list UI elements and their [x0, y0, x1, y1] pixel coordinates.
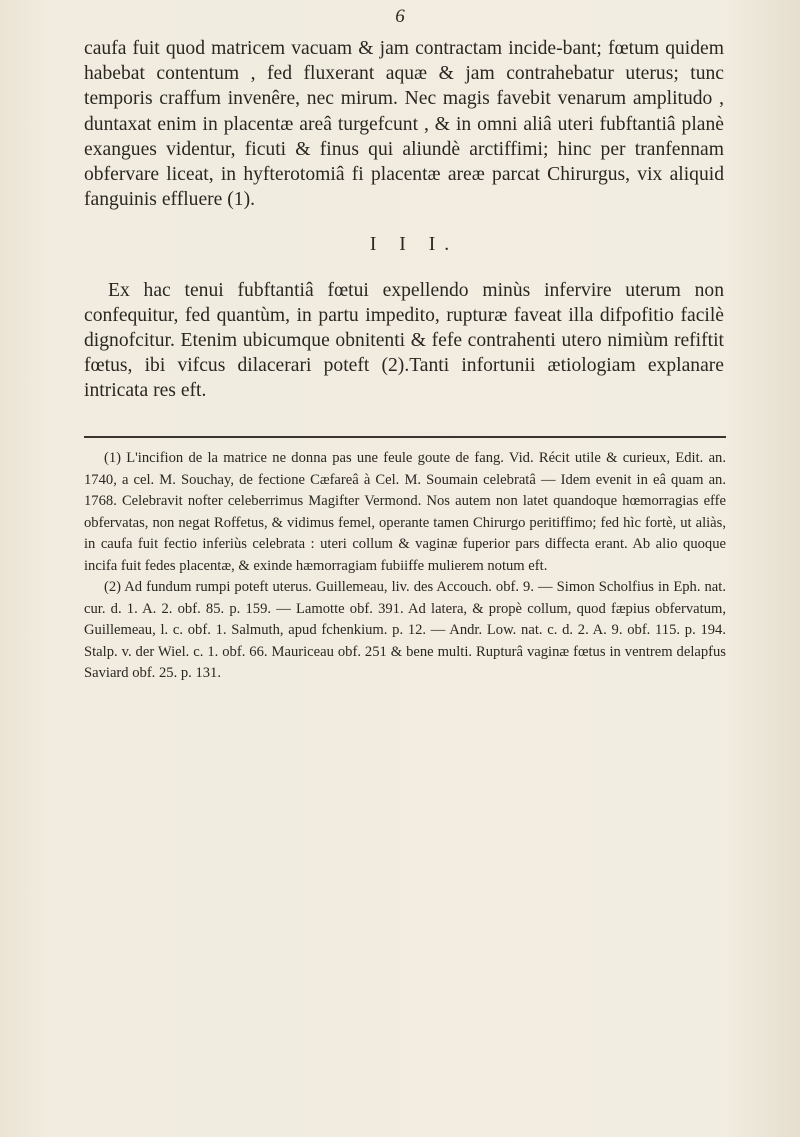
footnote-2: (2) Ad fundum rumpi poteft uterus. Guillemeau, liv. des Accouch. obf. 9. — Simon Scholfius in Eph. nat. cur. d. 1. A. 2. obf. 85. p. 159. — Lamotte obf. 391. Ad latera, & propè collum, quod fæpius obfervatum, Guillemeau, l. c. obf. 1. Salmuth, apud fchenkium. p. 12. — Andr. Low. nat. c. d. 2. A. 9. obf. 115. p. 194. Stalp. v. der Wiel. c. 1. obf. 66. Mauriceau obf. 251 & bene multi. Rupturâ vaginæ fœtus in ventrem delapfus Saviard obf. 25. p. 131.: [84, 579, 726, 681]
page-number: 6: [395, 6, 405, 27]
paragraph-1: caufa fuit quod matricem vacuam & jam contractam incide-bant; fœtum quidem habebat contentum , fed fluxerant aquæ & jam contrahebatur uterus; tunc temporis craffum invenêre, nec mirum. Nec magis favebit venarum amplitudo , duntaxat enim in placentæ areâ turgefcunt , & in omni aliâ uteri fubftantiâ planè exangues videntur, ficuti & finus qui aliundè arctiffimi; hinc per tranfennam obfervare liceat, in hyfterotomiâ fi placentæ areæ parcat Chirurgus, vix aliquid fanguinis effluere (1).: [84, 38, 724, 211]
section-number: I I I.: [369, 234, 459, 256]
footnote-1: (1) L'incifion de la matrice ne donna pas une feule goute de fang. Vid. Récit utile & curieux, Edit. an. 1740, a cel. M. Souchay, de fectione Cæfareâ à Cel. M. Soumain celebratâ — Idem evenit in eâ quam an. 1768. Celebravit nofter celeberrimus Magifter Vermond. Nos autem non latet quandoque hœmorragias effe obfervatas, non negat Roffetus, & vidimus femel, operante tamen Chirurgo peritiffimo; fed hìc fortè, ut aliàs, in caufa fuit fectio inferiùs celebrata : uteri collum & vaginæ fuperior pars diffecta erant. Ab alio quoque incifa fuit fedes placentæ, & exinde hæmorragiam fubiiffe mulierem notum eft.: [84, 450, 726, 574]
footnote-divider: [84, 436, 726, 438]
paragraph-2: Ex hac tenui fubftantiâ fœtui expellendo minùs infervire uterum non confequitur, fed quantùm, in partu impedito, rupturæ faveat illa difpofitio facilè dignofcitur. Etenim ubicumque obnitenti & fefe contrahenti utero nimiùm refiftit fœtus, ibi vifcus dilacerari poteft (2).Tanti infortunii ætiologiam explanare intricata res eft.: [84, 279, 724, 402]
footnotes: [84, 448, 726, 685]
main-text: [84, 36, 724, 404]
